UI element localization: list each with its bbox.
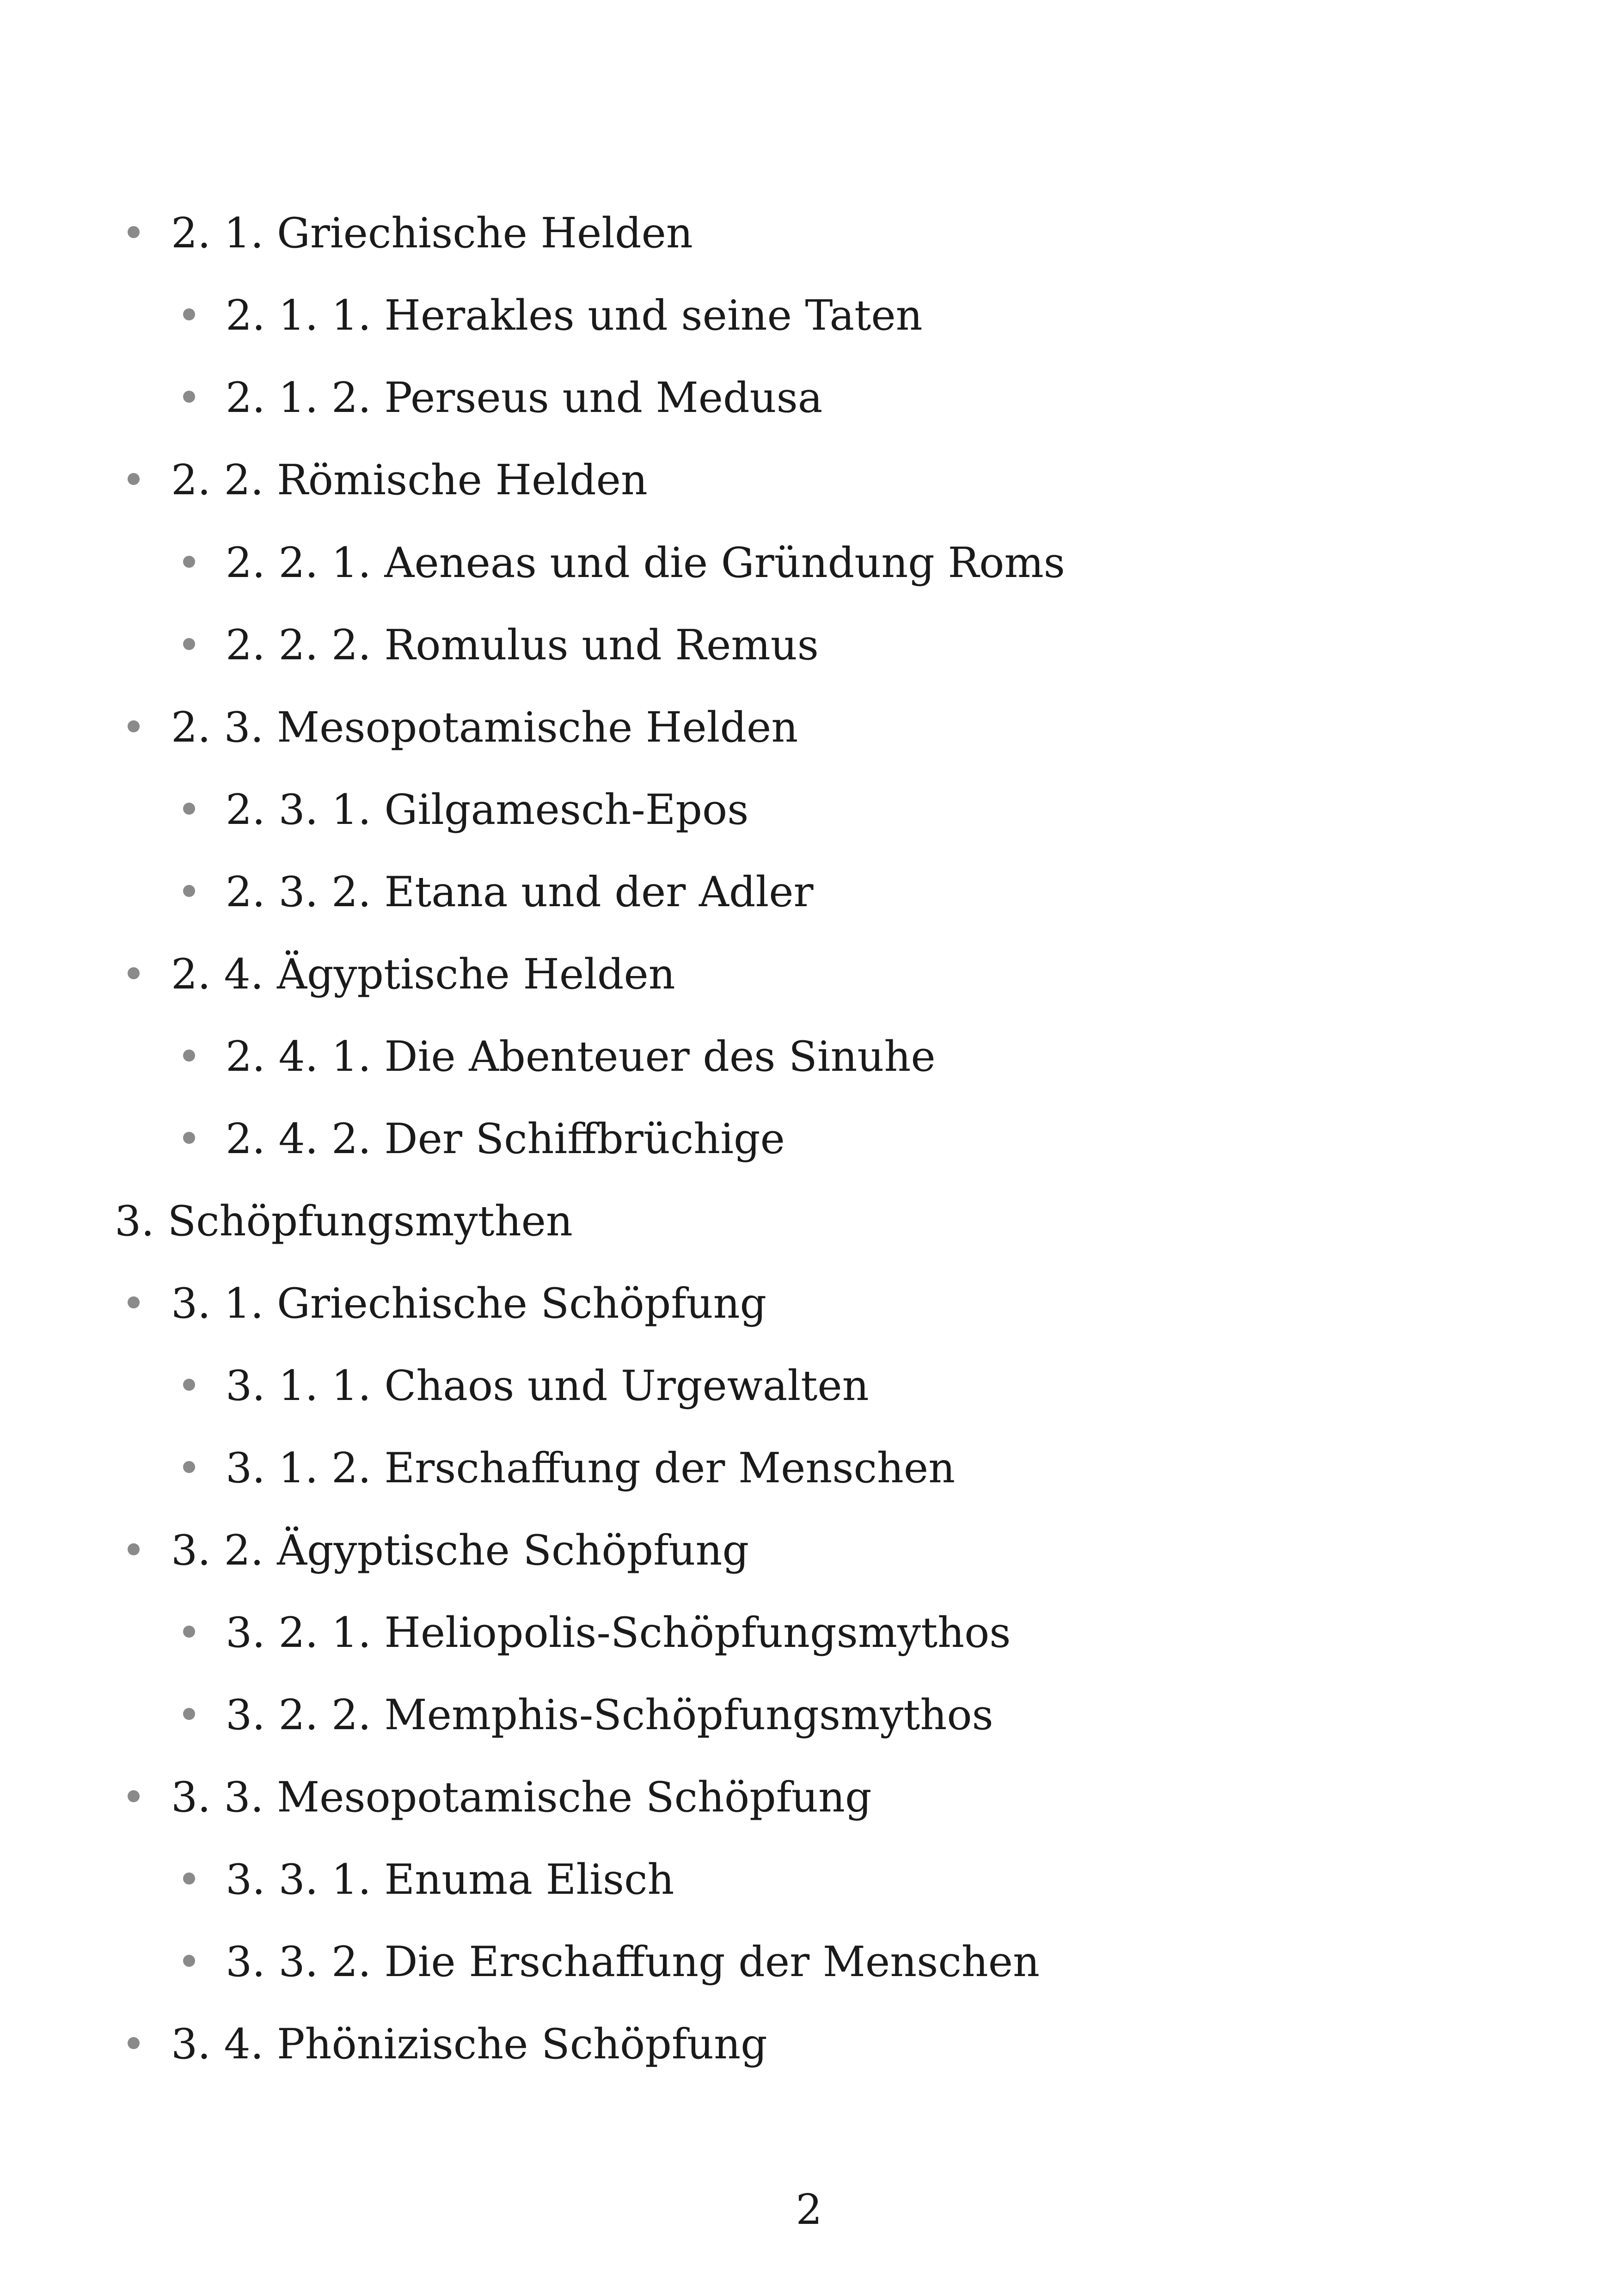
bullet-icon [128, 1543, 140, 1555]
bullet-icon [183, 1461, 195, 1473]
toc-entry[interactable]: 2. 2. 2. Romulus und Remus [226, 621, 819, 669]
toc-entry[interactable]: 2. 4. Ägyptische Helden [171, 950, 675, 999]
page-number: 2 [796, 2185, 822, 2234]
bullet-icon [183, 1132, 195, 1144]
bullet-icon [183, 885, 195, 897]
toc-entry[interactable]: 3. 2. 1. Heliopolis-Schöpfungsmythos [226, 1608, 1011, 1657]
bullet-icon [183, 803, 195, 815]
bullet-icon [183, 1050, 195, 1062]
bullet-icon [183, 1379, 195, 1391]
bullet-icon [183, 391, 195, 403]
toc-entry[interactable]: 2. 3. 1. Gilgamesch-Epos [226, 786, 749, 834]
toc-entry[interactable]: 3. 3. Mesopotamische Schöpfung [171, 1773, 872, 1822]
bullet-icon [183, 556, 195, 568]
bullet-icon [183, 1626, 195, 1638]
toc-entry[interactable]: 2. 3. 2. Etana und der Adler [226, 868, 814, 916]
toc-entry[interactable]: 2. 1. 2. Perseus und Medusa [226, 374, 823, 422]
bullet-icon [128, 1790, 140, 1802]
bullet-icon [128, 720, 140, 732]
toc-entry[interactable]: 2. 2. Römische Helden [171, 456, 648, 504]
bullet-icon [128, 473, 140, 485]
toc-entry[interactable]: 3. 3. 2. Die Erschaffung der Menschen [226, 1938, 1040, 1986]
toc-entry[interactable]: 2. 4. 1. Die Abenteuer des Sinuhe [226, 1032, 936, 1081]
bullet-icon [183, 638, 195, 650]
toc-entry[interactable]: 3. 3. 1. Enuma Elisch [226, 1855, 674, 1904]
bullet-icon [183, 308, 195, 320]
bullet-icon [183, 1955, 195, 1967]
toc-entry[interactable]: 3. 1. Griechische Schöpfung [171, 1279, 767, 1328]
toc-entry[interactable]: 2. 1. 1. Herakles und seine Taten [226, 291, 923, 340]
toc-entry[interactable]: 3. 4. Phönizische Schöpfung [171, 2020, 767, 2069]
bullet-icon [183, 1872, 195, 1885]
bullet-icon [128, 226, 140, 238]
toc-entry[interactable]: 3. 2. Ägyptische Schöpfung [171, 1526, 749, 1575]
toc-entry[interactable]: 3. 1. 1. Chaos und Urgewalten [226, 1362, 869, 1410]
bullet-icon [128, 967, 140, 979]
bullet-icon [128, 1296, 140, 1308]
toc-entry[interactable]: 3. 2. 2. Memphis-Schöpfungsmythos [226, 1691, 993, 1739]
toc-entry[interactable]: 2. 2. 1. Aeneas und die Gründung Roms [226, 539, 1065, 587]
toc-entry[interactable]: 3. 1. 2. Erschaffung der Menschen [226, 1444, 956, 1492]
bullet-icon [128, 2037, 140, 2049]
toc-entry[interactable]: 2. 4. 2. Der Schiffbrüchige [226, 1115, 785, 1163]
bullet-icon [183, 1708, 195, 1720]
toc-entry[interactable]: 2. 3. Mesopotamische Helden [171, 703, 798, 752]
toc-entry[interactable]: 2. 1. Griechische Helden [171, 209, 693, 258]
toc-entry-chapter[interactable]: 3. Schöpfungsmythen [115, 1197, 573, 1246]
